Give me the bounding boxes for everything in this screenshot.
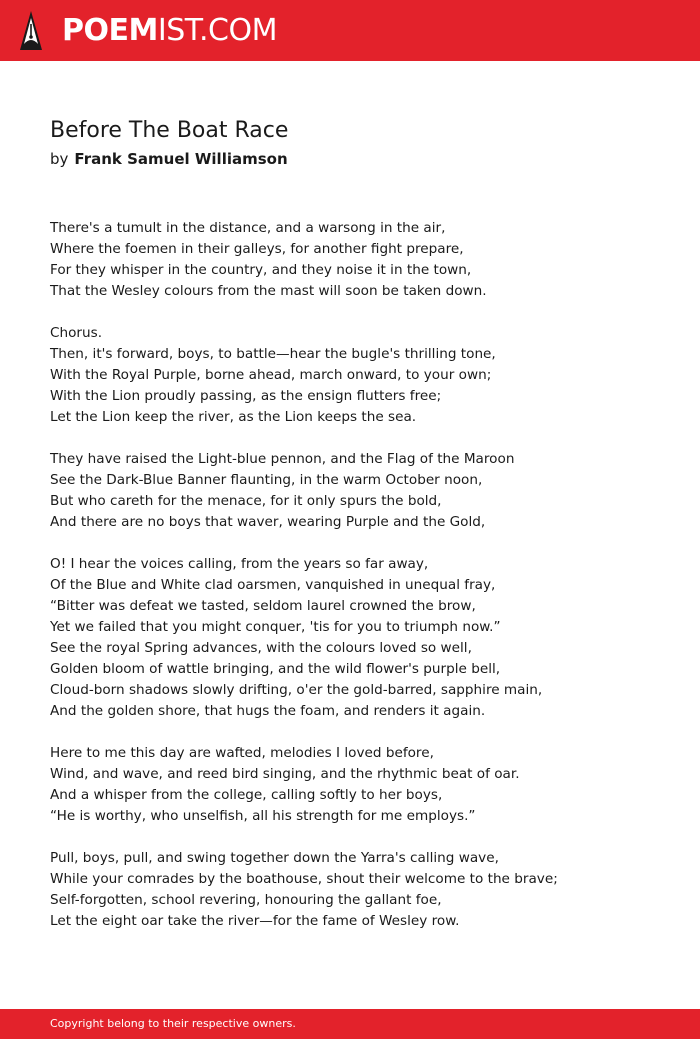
poem-line: O! I hear the voices calling, from the years so far away, bbox=[50, 556, 429, 572]
stanza bbox=[50, 848, 670, 932]
site-header bbox=[0, 0, 700, 61]
poem-line: With the Royal Purple, borne ahead, march onward, to your own; bbox=[50, 367, 492, 383]
by-label: by bbox=[50, 150, 69, 168]
poem-line: Golden bloom of wattle bringing, and the wild flower's purple bell, bbox=[50, 661, 501, 677]
poem-line: Where the foemen in their galleys, for another fight prepare, bbox=[50, 241, 464, 257]
poem-line: Here to me this day are wafted, melodies I loved before, bbox=[50, 745, 434, 761]
poem-line: Cloud-born shadows slowly drifting, o'er the gold-barred, sapphire main, bbox=[50, 682, 543, 698]
poem-line: “He is worthy, who unselfish, all his strength for me employs.” bbox=[50, 808, 476, 824]
poem-line: See the Dark-Blue Banner flaunting, in the warm October noon, bbox=[50, 472, 483, 488]
poem-line: That the Wesley colours from the mast will soon be taken down. bbox=[50, 283, 487, 299]
pen-nib-icon bbox=[18, 10, 44, 52]
poem-line: Self-forgotten, school revering, honouring the gallant foe, bbox=[50, 892, 442, 908]
author-name: Frank Samuel Williamson bbox=[74, 150, 288, 168]
poem-line: Let the Lion keep the river, as the Lion keeps the sea. bbox=[50, 409, 417, 425]
poem-line: For they whisper in the country, and they noise it in the town, bbox=[50, 262, 472, 278]
poem-line: Then, it's forward, boys, to battle—hear the bugle's thrilling tone, bbox=[50, 346, 496, 362]
poem-line: And the golden shore, that hugs the foam, and renders it again. bbox=[50, 703, 486, 719]
stanza bbox=[50, 554, 670, 722]
stanza bbox=[50, 449, 670, 533]
poem-line: Wind, and wave, and reed bird singing, and the rhythmic beat of oar. bbox=[50, 766, 520, 782]
poem-line: They have raised the Light-blue pennon, and the Flag of the Maroon bbox=[50, 451, 515, 467]
poem-line: There's a tumult in the distance, and a warsong in the air, bbox=[50, 220, 446, 236]
poem-line: See the royal Spring advances, with the colours loved so well, bbox=[50, 640, 472, 656]
stanza bbox=[50, 218, 670, 302]
logo-bold-text: POEM bbox=[62, 13, 158, 48]
poem-line: Pull, boys, pull, and swing together down the Yarra's calling wave, bbox=[50, 850, 499, 866]
poem-line: Chorus. bbox=[50, 325, 103, 341]
copyright-text: Copyright belong to their respective owners. bbox=[50, 1017, 296, 1030]
stanza bbox=[50, 323, 670, 428]
poem-line: Let the eight oar take the river—for the fame of Wesley row. bbox=[50, 913, 460, 929]
site-logo[interactable] bbox=[62, 12, 277, 50]
poem-line: Yet we failed that you might conquer, 'tis for you to triumph now.” bbox=[50, 619, 501, 635]
site-footer bbox=[0, 1009, 700, 1039]
poem-line: “Bitter was defeat we tasted, seldom laurel crowned the brow, bbox=[50, 598, 476, 614]
poem-body bbox=[50, 218, 670, 953]
poem-line: And a whisper from the college, calling softly to her boys, bbox=[50, 787, 443, 803]
poem-line: While your comrades by the boathouse, shout their welcome to the brave; bbox=[50, 871, 558, 887]
stanza bbox=[50, 743, 670, 827]
poem-line: But who careth for the menace, for it only spurs the bold, bbox=[50, 493, 442, 509]
poem-line: Of the Blue and White clad oarsmen, vanquished in unequal fray, bbox=[50, 577, 496, 593]
poem-line: With the Lion proudly passing, as the ensign flutters free; bbox=[50, 388, 442, 404]
logo-light-text: IST.COM bbox=[157, 13, 277, 48]
byline bbox=[50, 148, 288, 170]
poem-title: Before The Boat Race bbox=[50, 118, 289, 143]
poem-line: And there are no boys that waver, wearing Purple and the Gold, bbox=[50, 514, 486, 530]
